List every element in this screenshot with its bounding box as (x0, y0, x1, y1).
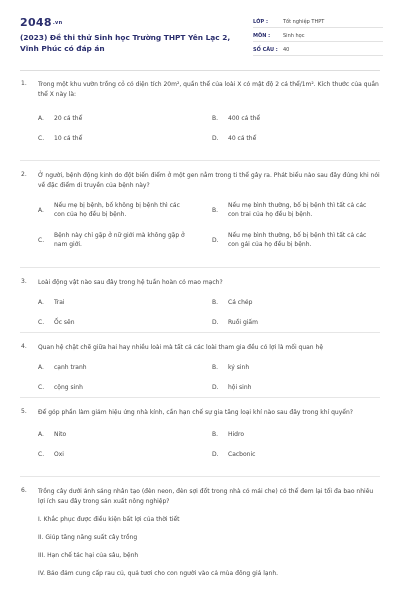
option-b[interactable]: B. Cá chép (212, 298, 253, 306)
answer-options (38, 424, 380, 464)
meta-label: MÔN : (253, 32, 271, 39)
question-5 (0, 398, 400, 476)
question-6 (0, 477, 400, 583)
meta-value: Sinh học (283, 32, 305, 39)
question-number: 3. (21, 278, 27, 285)
option-a[interactable]: A. cạnh tranh (38, 363, 87, 371)
option-c[interactable]: C. 10 cá thể (38, 134, 83, 142)
statement-item: IV. Bảo đảm cung cấp rau củ, quả tươi cho con người vào cả mùa đông giá lạnh. (38, 570, 279, 577)
question-4 (0, 333, 400, 397)
question-text: Để góp phần làm giảm hiệu ứng nhà kính, cần hạn chế sự gia tăng loại khí nào sau đây trong khí quyển? (38, 409, 353, 416)
question-text: Loài động vật nào sau đây trong hệ tuần hoàn có mao mạch? (38, 279, 223, 286)
statement-item: II. Giúp tăng năng suất cây trồng (38, 534, 138, 541)
option-b[interactable]: B. Hidro (212, 430, 244, 438)
option-a[interactable]: A. Nito (38, 430, 67, 438)
option-c[interactable]: C. cộng sinh (38, 383, 83, 391)
statement-list (0, 511, 400, 583)
meta-value: 40 (283, 46, 290, 53)
question-3 (0, 268, 400, 332)
option-a[interactable]: A. Trai (38, 298, 65, 306)
question-number: 6. (21, 487, 27, 494)
question-number: 1. (21, 80, 27, 87)
option-b[interactable]: B. ký sinh (212, 363, 250, 371)
option-d[interactable]: D. 40 cá thể (212, 134, 257, 142)
question-number: 2. (21, 171, 27, 178)
meta-row-count (253, 44, 383, 56)
option-c[interactable]: C. Bệnh này chỉ gặp ở nữ giới mà không gặp ở nam giới. (38, 232, 185, 248)
option-a[interactable]: A. Nếu mẹ bị bệnh, bố không bị bệnh thì các con của họ đều bị bệnh. (38, 202, 180, 218)
question-text: Quan hệ chặt chẽ giữa hai hay nhiều loài mà tất cả các loài tham gia đều có lợi là mối quan hệ (38, 344, 324, 351)
site-logo[interactable]: 2048.vn (20, 16, 63, 29)
question-1 (0, 80, 400, 160)
exam-title: (2023) Đề thi thử Sinh học Trường THPT Yên Lạc 2, Vĩnh Phúc có đáp án (20, 33, 231, 53)
option-d[interactable]: D. Cacbonic (212, 450, 256, 458)
answer-options (38, 195, 380, 255)
header-divider (20, 70, 380, 71)
question-2 (0, 161, 400, 267)
exam-meta (253, 16, 383, 58)
option-b[interactable]: B. 400 cá thể (212, 114, 261, 122)
option-d[interactable]: D. hội sinh (212, 383, 252, 391)
option-c[interactable]: C. Ốc sên (38, 318, 75, 326)
question-text: Trong một khu vườn trồng cỏ có diện tích 20m², quần thể của loài X có mật độ 2 cá thể/1m². Kích thước của quần thể X này là: (38, 81, 379, 98)
option-d[interactable]: D. Ruồi giấm (212, 318, 258, 326)
meta-label: LỚP : (253, 18, 268, 25)
document-header (0, 0, 400, 64)
answer-options (38, 357, 380, 397)
question-number: 5. (21, 408, 27, 415)
question-number: 4. (21, 343, 27, 350)
meta-row-class (253, 16, 383, 28)
option-d[interactable]: D. Nếu mẹ bình thường, bố bị bệnh thì tất cả các con gái của họ đều bị bệnh. (212, 232, 367, 248)
statement-item: III. Hạn chế tác hại của sâu, bệnh (38, 552, 139, 559)
question-list (0, 80, 400, 583)
meta-label: SỐ CÂU : (253, 46, 278, 53)
question-text: Trồng cây dưới ánh sáng nhân tạo (đèn neon, đèn sợi đốt trong nhà có mái che) có thể đem lại tối đa bao nhiêu lợi ích sau đây trong sản xuất nông nghiệp? (38, 488, 374, 505)
option-c[interactable]: C. Oxi (38, 450, 64, 458)
answer-options (38, 292, 380, 332)
meta-row-subject (253, 30, 383, 42)
answer-options (38, 108, 380, 148)
option-a[interactable]: A. 20 cá thể (38, 114, 83, 122)
question-text: Ở người, bệnh động kinh do đột biến điểm ở một gen nằm trong ti thể gây ra. Phát biểu nào sau đây đúng khi nói về đặc điểm di truyền của bệnh này? (38, 172, 380, 189)
meta-value: Tốt nghiệp THPT (283, 18, 325, 25)
statement-item: I. Khắc phục được điều kiện bất lợi của thời tiết (38, 516, 180, 523)
option-b[interactable]: B. Nếu mẹ bình thường, bố bị bệnh thì tất cả các con trai của họ đều bị bệnh. (212, 202, 367, 218)
